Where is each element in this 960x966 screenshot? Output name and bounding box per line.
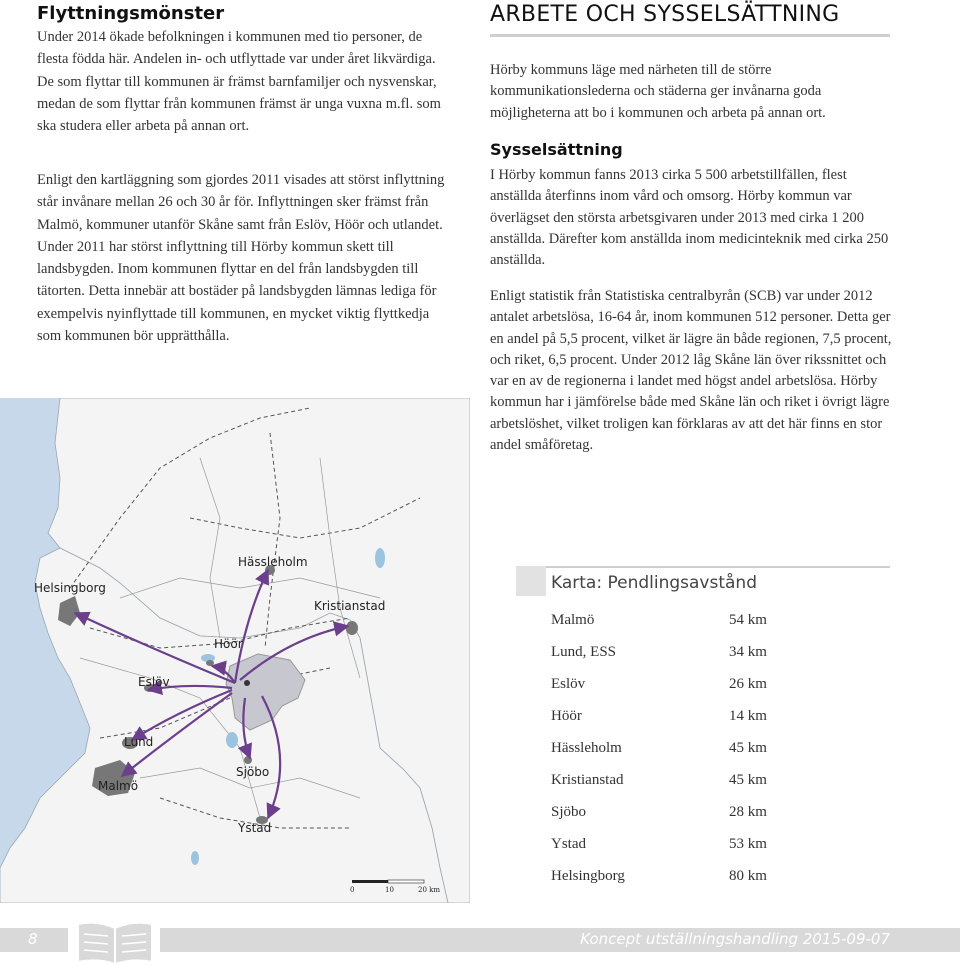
- table-cell-place: Höör: [551, 708, 582, 724]
- table-row: [551, 772, 851, 804]
- table-row: [551, 740, 851, 772]
- table-cell-distance: 53 km: [729, 836, 767, 852]
- page-number: 8: [28, 930, 38, 948]
- subheading-sysselsattning: Sysselsättning: [490, 140, 623, 159]
- table-cell-place: Ystad: [551, 836, 586, 852]
- table-row: [551, 804, 851, 836]
- table-cell-place: Eslöv: [551, 676, 586, 692]
- label-ystad: Ystad: [238, 821, 272, 835]
- label-hassleholm: Hässleholm: [238, 555, 308, 569]
- scale-label-20: 20 km: [418, 886, 441, 894]
- scale-label-0: 0: [350, 886, 355, 894]
- label-eslov: Eslöv: [138, 675, 170, 689]
- table-cell-place: Kristianstad: [551, 772, 624, 788]
- commute-map: [0, 398, 470, 903]
- table-divider: [516, 566, 890, 568]
- table-cell-place: Lund, ESS: [551, 644, 617, 660]
- table-row: [551, 708, 851, 740]
- book-icon: [72, 916, 158, 966]
- table-cell-place: Malmö: [551, 612, 595, 628]
- table-cell-distance: 45 km: [729, 772, 767, 788]
- heading-divider: [490, 34, 890, 37]
- table-cell-place: Hässleholm: [551, 740, 622, 756]
- paragraph-sysselsattning-2: Enligt statistik från Statistiska centralbyrån (SCB) var under 2012 antalet arbetslösa, 16-64 år, inom kommunen 512 personer. Detta ger en andel på 5,5 procent, vilket är lägre än både regionen, 7,5 procent, och riket, 6,5 procent. Under 2012 låg Skåne län över rikssnittet och var en av de regionerna i landet med högst andel arbetslösa. Hörby kommun har i jämförelse både med Skåne län och riket i övrigt lägre arbetslöshet, vilket troligen kan förklaras av att det här finns en stor andel småföretag.: [490, 288, 892, 454]
- table-cell-distance: 54 km: [729, 612, 767, 628]
- table-cell-distance: 14 km: [729, 708, 767, 724]
- table-corner-tab: [516, 566, 546, 596]
- table-row: [551, 868, 851, 900]
- section-heading-arbete: ARBETE OCH SYSSELSÄTTNING: [490, 2, 840, 27]
- table-cell-distance: 34 km: [729, 644, 767, 660]
- commute-table-title: Karta: Pendlingsavstånd: [551, 573, 757, 593]
- table-cell-distance: 80 km: [729, 868, 767, 884]
- label-kristianstad: Kristianstad: [314, 599, 386, 613]
- paragraph-arbete-1: Hörby kommuns läge med närheten till de större kommunikationslederna och städerna ger invånarna goda möjligheterna att bo i kommunen och arbeta på annan ort.: [490, 62, 826, 121]
- paragraph-flyttningsmonster-1: Under 2014 ökade befolkningen i kommunen med tio personer, de flesta födda här. Andelen in- och utflyttade var under året likvärdiga. De som flyttar till kommunen är främst barnfamiljer och nysvenskar, medan de som flyttar från kommunen främst är unga vuxna m.fl. som ska studera eller arbeta på annan ort.: [37, 29, 441, 135]
- footer-text: Koncept utställningshandling 2015-09-07: [580, 930, 890, 948]
- table-cell-distance: 28 km: [729, 804, 767, 820]
- section-heading-flyttningsmonster: Flyttningsmönster: [37, 3, 225, 24]
- label-lund: Lund: [124, 735, 154, 749]
- table-cell-place: Helsingborg: [551, 868, 625, 884]
- paragraph-flyttningsmonster-2: Enligt den kartläggning som gjordes 2011 visades att störst inflyttning står invånare mellan 26 och 30 år för. Inflyttningen sker främst från Malmö, kommuner utanför Skåne samt från Eslöv, Höör och utlandet. Under 2011 har störst inflyttning till Hörby kommun skett till landsbygden. Inom kommunen flyttar en del från landsbygden till tätorten. Detta innebär att bostäder på landsbygden lämnas lediga för exempelvis nyinflyttade till kommunen, en mycket viktig flyttkedja som kommunen bör upprätthålla.: [37, 172, 445, 345]
- table-row: [551, 836, 851, 868]
- table-cell-place: Sjöbo: [551, 804, 587, 820]
- scale-label-10: 10: [385, 886, 394, 894]
- paragraph-sysselsattning-1: I Hörby kommun fanns 2013 cirka 5 500 arbetstillfällen, flest anställda återfinns inom vård och omsorg. Hörby kommun var överlägset den största arbetsgivaren under 2013 med cirka 1 200 anställda. Därefter kom anställda inom medicinteknik med cirka 250 anställda.: [490, 167, 889, 269]
- table-row: [551, 676, 851, 708]
- label-hoor: Höör: [214, 637, 243, 651]
- horby-center-dot: [244, 680, 250, 686]
- table-cell-distance: 45 km: [729, 740, 767, 756]
- table-cell-distance: 26 km: [729, 676, 767, 692]
- label-helsingborg: Helsingborg: [34, 581, 106, 595]
- table-row: [551, 612, 851, 644]
- label-malmo: Malmö: [98, 779, 139, 793]
- label-sjobo: Sjöbo: [236, 765, 270, 779]
- table-row: [551, 644, 851, 676]
